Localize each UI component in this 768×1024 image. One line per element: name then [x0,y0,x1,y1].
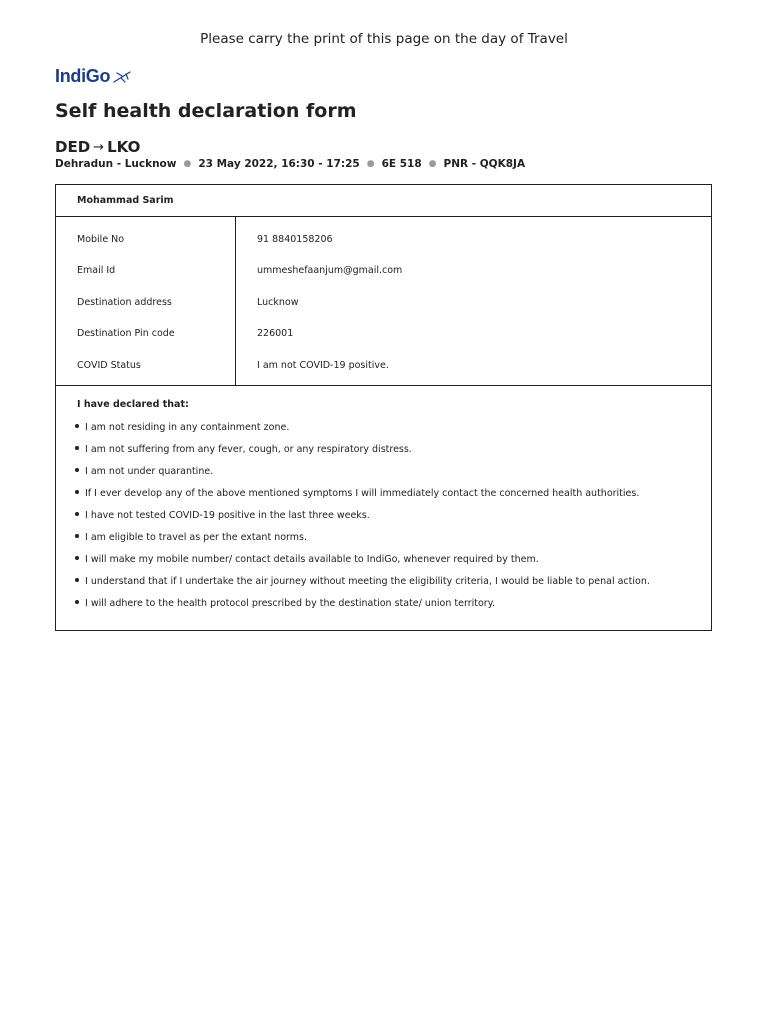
list-item-text: I am eligible to travel as per the extant norms. [85,531,307,543]
detail-row-covid-status [56,355,711,375]
detail-label: Destination Pin code [77,327,175,339]
detail-value: 226001 [257,327,294,339]
detail-value: I am not COVID-19 positive. [257,359,389,371]
passenger-name-row [56,185,711,217]
separator-dot-icon: ● [428,159,437,169]
declaration-box [55,184,712,631]
route-header [55,138,140,156]
trip-cities: Dehradun - Lucknow [55,158,177,170]
passenger-name: Mohammad Sarim [77,195,174,206]
list-item-text: If I ever develop any of the above mentioned symptoms I will immediately contact the concerned health authorities. [85,487,640,499]
detail-row-mobile [56,229,711,249]
flight-number: 6E 518 [381,158,422,170]
detail-label: Destination address [77,296,172,308]
list-item-text: I am not suffering from any fever, cough, or any respiratory distress. [85,443,412,455]
bullet-icon [75,468,79,472]
bullet-icon [75,490,79,494]
bullet-icon [75,512,79,516]
bullet-icon [75,446,79,450]
list-item-text: I am not residing in any containment zone. [85,421,290,433]
pnr: PNR - QQK8JA [443,158,526,170]
list-item [75,460,711,482]
list-item-text: I am not under quarantine. [85,465,214,477]
print-notice: Please carry the print of this page on the day of Travel [200,31,568,47]
bullet-icon [75,556,79,560]
bullet-icon [75,600,79,604]
trip-datetime: 23 May 2022, 16:30 - 17:25 [198,158,360,170]
declaration-section [56,386,711,614]
route-arrow-icon: → [93,139,105,155]
list-item [75,548,711,570]
trip-summary [55,158,525,170]
list-item [75,416,711,438]
page-title: Self health declaration form [55,100,357,122]
bullet-icon [75,424,79,428]
detail-row-email [56,260,711,280]
indigo-logo [55,66,131,87]
detail-value: 91 8840158206 [257,233,333,245]
passenger-details [56,217,711,386]
declaration-heading: I have declared that: [77,399,189,410]
list-item [75,570,711,592]
origin-code: DED [55,138,91,156]
detail-label: Email Id [77,264,116,276]
detail-label: Mobile No [77,233,125,245]
detail-row-pincode [56,323,711,343]
detail-value: ummeshefaanjum@gmail.com [257,264,403,276]
list-item-text: I will adhere to the health protocol prescribed by the destination state/ union territory. [85,597,495,609]
logo-text: IndiGo [55,66,111,86]
destination-code: LKO [107,138,141,156]
detail-value: Lucknow [257,296,299,308]
list-item-text: I will make my mobile number/ contact details available to IndiGo, whenever required by them. [85,553,539,565]
declaration-list [77,416,711,614]
bullet-icon [75,534,79,538]
bullet-icon [75,578,79,582]
list-item [75,438,711,460]
detail-row-address [56,292,711,312]
detail-label: COVID Status [77,359,141,371]
list-item [75,504,711,526]
separator-dot-icon: ● [366,159,375,169]
plane-icon [113,70,131,84]
list-item-text: I have not tested COVID-19 positive in the last three weeks. [85,509,370,521]
list-item [75,482,711,504]
list-item-text: I understand that if I undertake the air journey without meeting the eligibility criteria, I would be liable to penal action. [85,575,650,587]
list-item [75,592,711,614]
separator-dot-icon: ● [183,159,192,169]
list-item [75,526,711,548]
